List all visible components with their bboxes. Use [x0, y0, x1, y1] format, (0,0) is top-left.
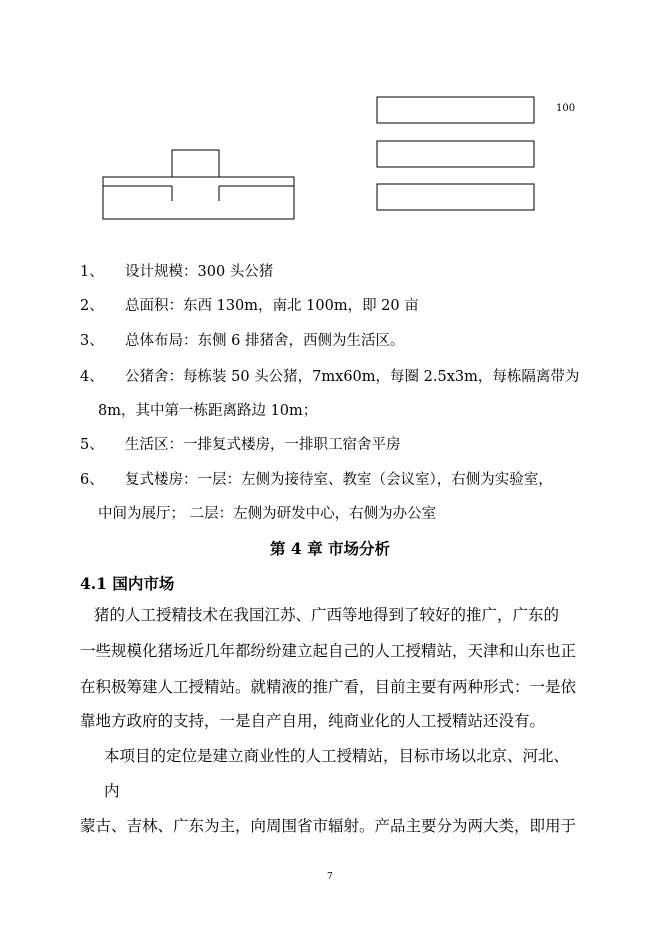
paragraph1-line-3: 在积极筹建人工授精站。就精液的推广看，目前主要有两种形式：一是依	[80, 678, 577, 696]
chapter-title: 第 4 章 市场分析	[270, 539, 390, 558]
paragraph2-line-3: 蒙古、吉林、广东为主，向周围省市辐射。产品主要分为两大类，即用于	[80, 817, 577, 835]
paragraph2-line-1: 本项目的定位是建立商业性的人工授精站，目标市场以北京、河北、	[104, 747, 570, 765]
item-6-continuation: 中间为展厅； 二层：左侧为研发中心，右侧为办公室	[98, 506, 437, 522]
item-1-text: 设计规模：300 头公猪	[125, 264, 274, 280]
house-rect-2	[377, 141, 534, 167]
house-rect-1	[377, 97, 534, 123]
paragraph1-line-4: 靠地方政府的支持，一是自产自用，纯商业化的人工授精站还没有。	[80, 712, 546, 730]
item-6-number: 6、	[80, 472, 104, 488]
paragraph2-line-2: 内	[104, 782, 120, 800]
item-5-number: 5、	[80, 437, 104, 453]
item-4-text: 公猪舍：每栋装 50 头公猪，7mx60m，每圈 2.5x3m，每栋隔离带为	[125, 369, 580, 385]
left-base-block	[103, 177, 294, 219]
item-1-number: 1、	[80, 264, 104, 280]
item-4-number: 4、	[80, 369, 104, 385]
item-3-number: 3、	[80, 333, 104, 349]
item-6-text: 复式楼房：一层：左侧为接待室、教室（会议室），右侧为实验室，	[125, 472, 553, 488]
label-100: 100	[556, 103, 576, 114]
item-2-number: 2、	[80, 298, 104, 314]
item-2-text: 总面积：东西 130m，南北 100m，即 20 亩	[125, 298, 419, 314]
item-5-text: 生活区：一排复式楼房，一排职工宿舍平房	[125, 437, 401, 453]
paragraph1-line-1: 猪的人工授精技术在我国江苏、广西等地得到了较好的推广，广东的	[94, 606, 560, 624]
page-number: 7	[327, 872, 333, 882]
left-top-block	[172, 150, 219, 177]
site-layout-diagram	[0, 0, 662, 240]
house-rect-3	[377, 184, 534, 210]
item-3-text: 总体布局：东侧 6 排猪舍，西侧为生活区。	[125, 333, 405, 349]
section-title: 4.1 国内市场	[80, 574, 175, 593]
paragraph1-line-2: 一些规模化猪场近几年都纷纷建立起自己的人工授精站，天津和山东也正	[80, 642, 577, 660]
item-4-continuation: 8m，其中第一栋距离路边 10m；	[98, 403, 318, 419]
